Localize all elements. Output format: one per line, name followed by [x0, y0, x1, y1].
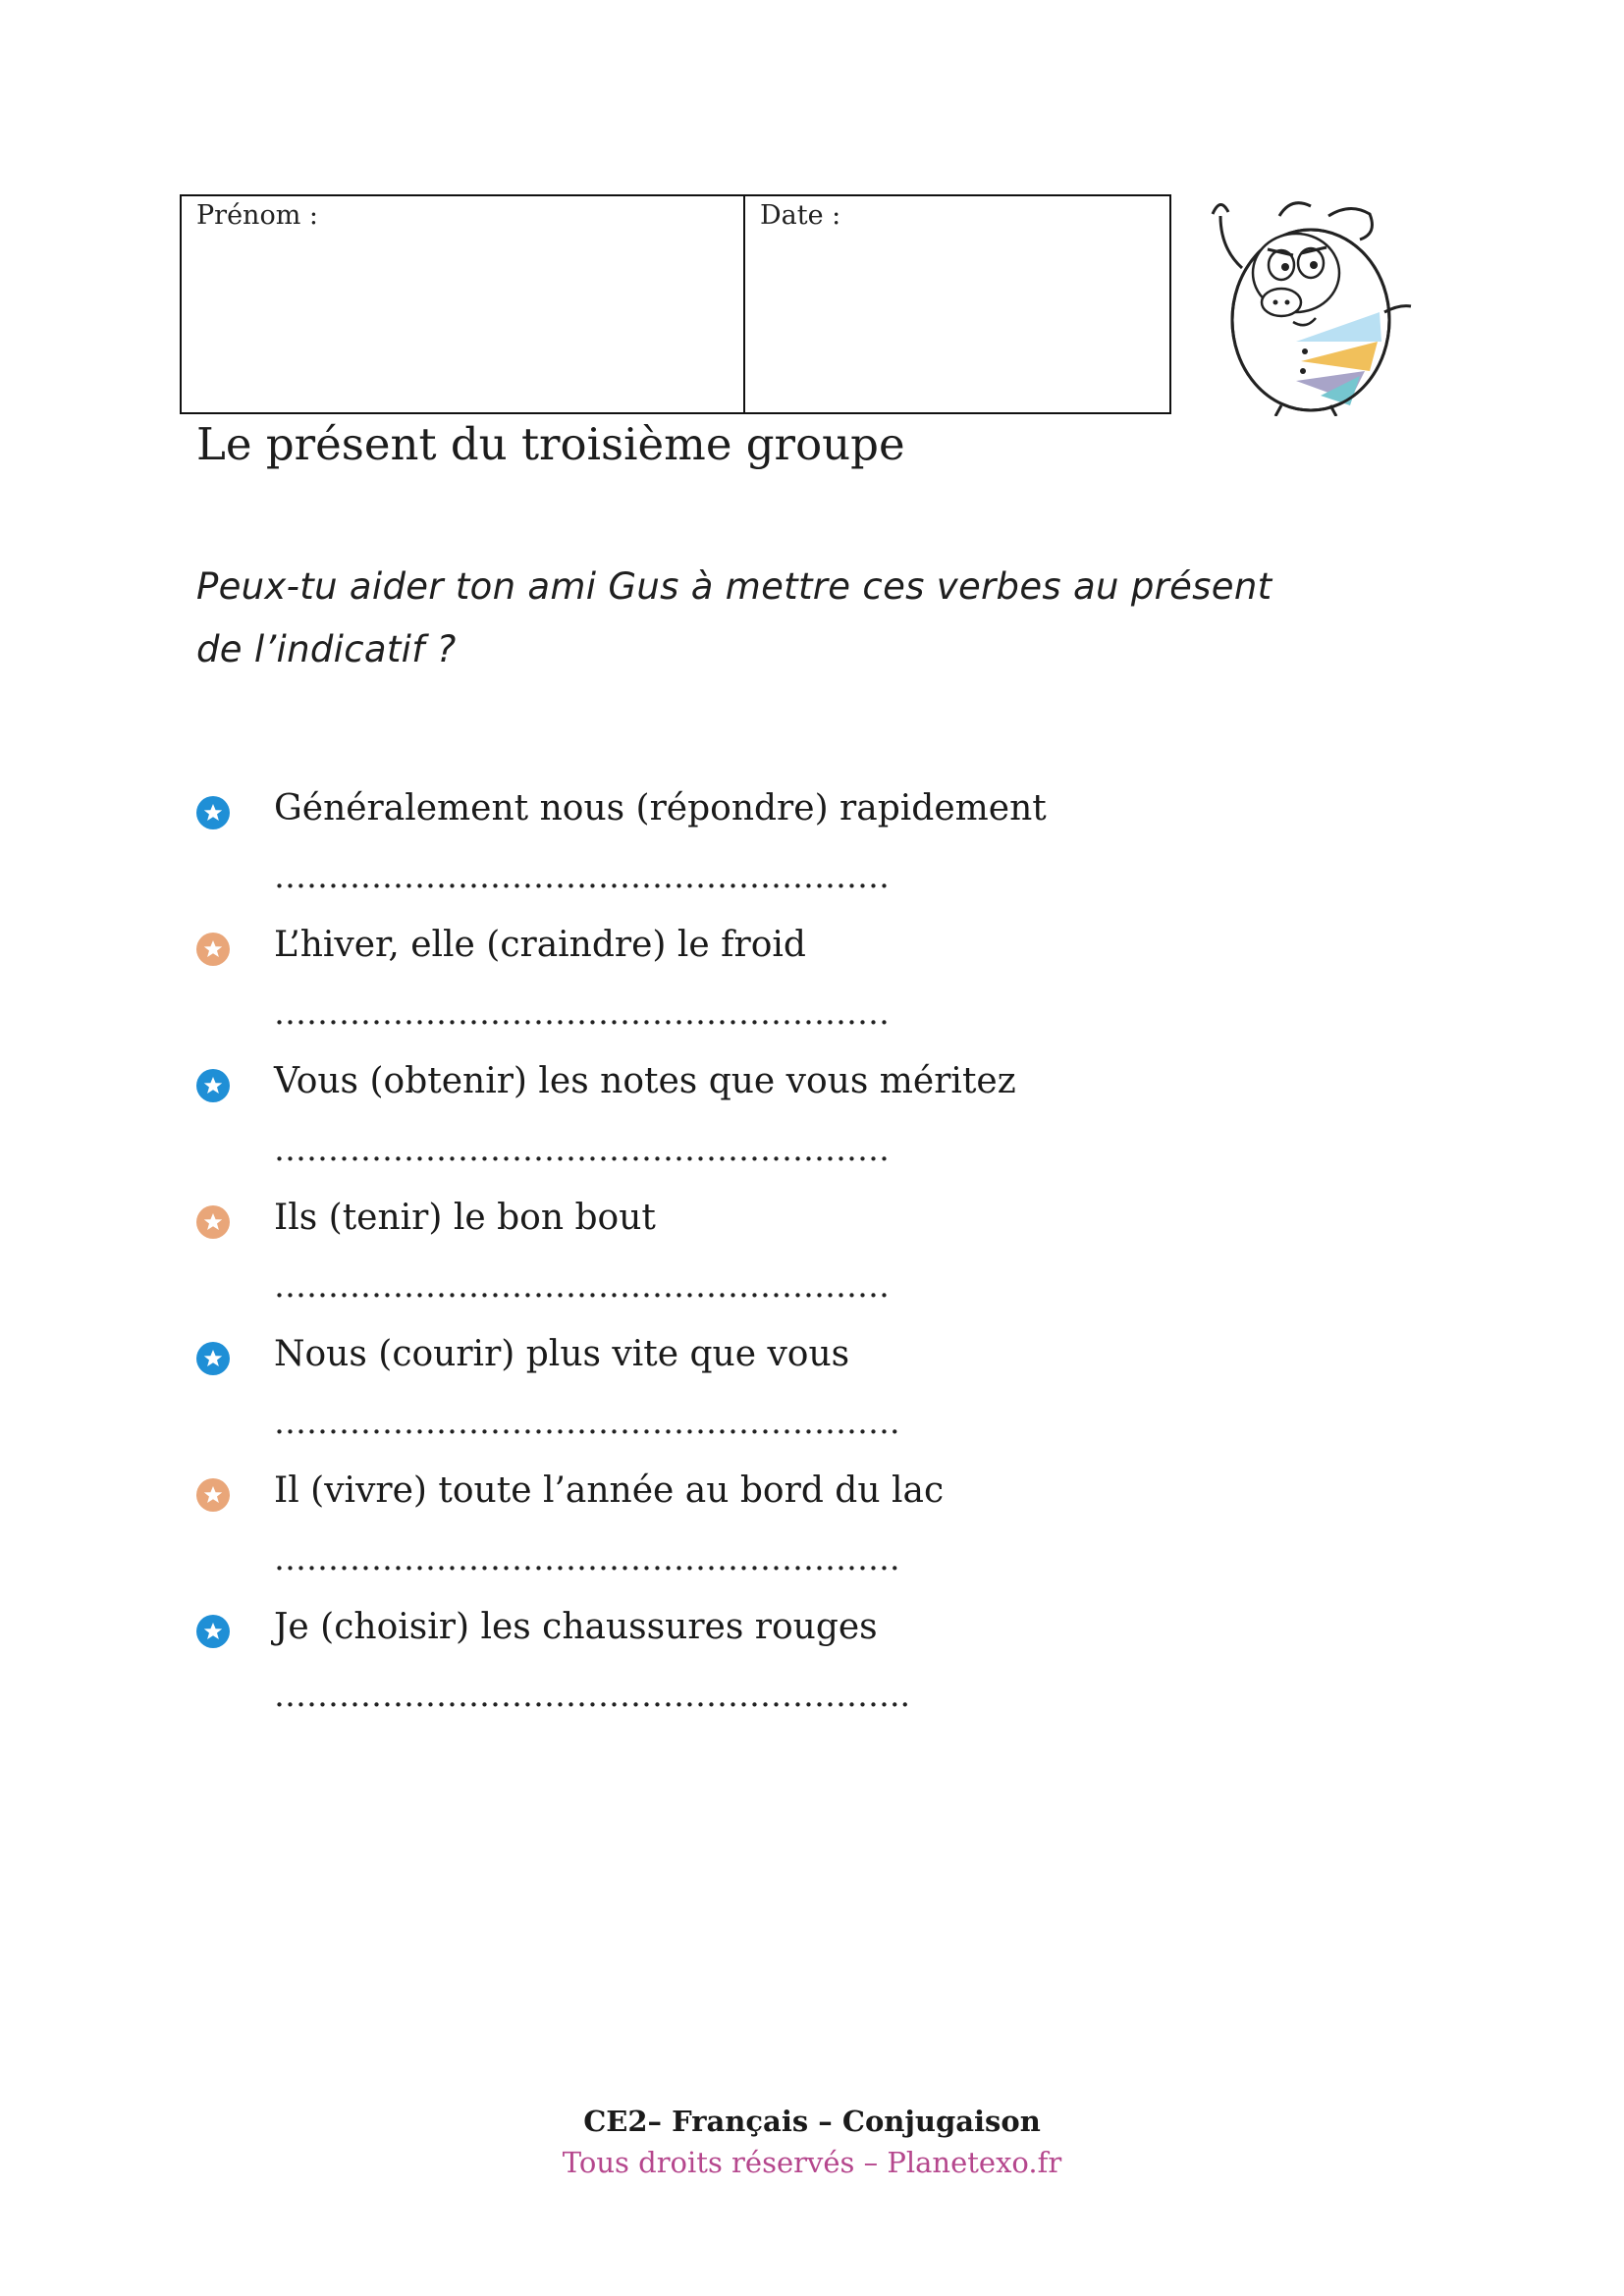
- prenom-field[interactable]: [182, 196, 745, 412]
- answer-line[interactable]: …………………………………………………..: [274, 1676, 910, 1714]
- answer-line[interactable]: ………………………………………………….: [274, 1403, 900, 1441]
- star-bullet-icon: [196, 796, 230, 829]
- exercise-sentence: Je (choisir) les chaussures rouges: [274, 1607, 878, 1647]
- instruction-line-1: Peux-tu aider ton ami Gus à mettre ces verbes au présent: [196, 565, 1272, 608]
- star-bullet-icon: [196, 933, 230, 966]
- date-field[interactable]: [745, 196, 1169, 412]
- exercise-item: [196, 1061, 1473, 1199]
- star-bullet-icon: [196, 1478, 230, 1512]
- exercise-item: [196, 788, 1473, 926]
- prenom-label: Prénom :: [196, 200, 318, 231]
- answer-line[interactable]: …………………………………………………: [274, 993, 890, 1032]
- instruction-line-2: de l’indicatif ?: [196, 628, 457, 670]
- exercise-sentence: Ils (tenir) le bon bout: [274, 1198, 656, 1238]
- exercise-item: [196, 1198, 1473, 1335]
- exercise-sentence: L’hiver, elle (craindre) le froid: [274, 925, 806, 965]
- star-bullet-icon: [196, 1615, 230, 1648]
- exercise-item: [196, 1607, 1473, 1744]
- name-date-table: [180, 194, 1171, 414]
- star-bullet-icon: [196, 1342, 230, 1375]
- exercise-item: [196, 1334, 1473, 1471]
- exercise-item: [196, 1470, 1473, 1608]
- footer-course-label: CE2– Français – Conjugaison: [583, 2105, 1041, 2138]
- exercise-sentence: Vous (obtenir) les notes que vous méritez: [274, 1061, 1016, 1101]
- exercise-sentence: Il (vivre) toute l’année au bord du lac: [274, 1470, 945, 1511]
- exercise-sentence: Nous (courir) plus vite que vous: [274, 1334, 850, 1374]
- instruction-text: [196, 556, 1453, 681]
- footer-copyright: Tous droits réservés – Planetexo.fr: [562, 2146, 1062, 2179]
- exercise-item: [196, 925, 1473, 1062]
- answer-line[interactable]: …………………………………………………: [274, 857, 890, 895]
- star-bullet-icon: [196, 1205, 230, 1239]
- answer-line[interactable]: …………………………………………………: [274, 1130, 890, 1168]
- gus-mascot-illustration: [1203, 194, 1414, 416]
- answer-line[interactable]: …………………………………………………: [274, 1266, 890, 1305]
- date-label: Date :: [760, 200, 841, 231]
- exercise-sentence: Généralement nous (répondre) rapidement: [274, 788, 1047, 828]
- answer-line[interactable]: ………………………………………………….: [274, 1539, 900, 1577]
- worksheet-title: Le présent du troisième groupe: [196, 418, 905, 470]
- star-bullet-icon: [196, 1069, 230, 1102]
